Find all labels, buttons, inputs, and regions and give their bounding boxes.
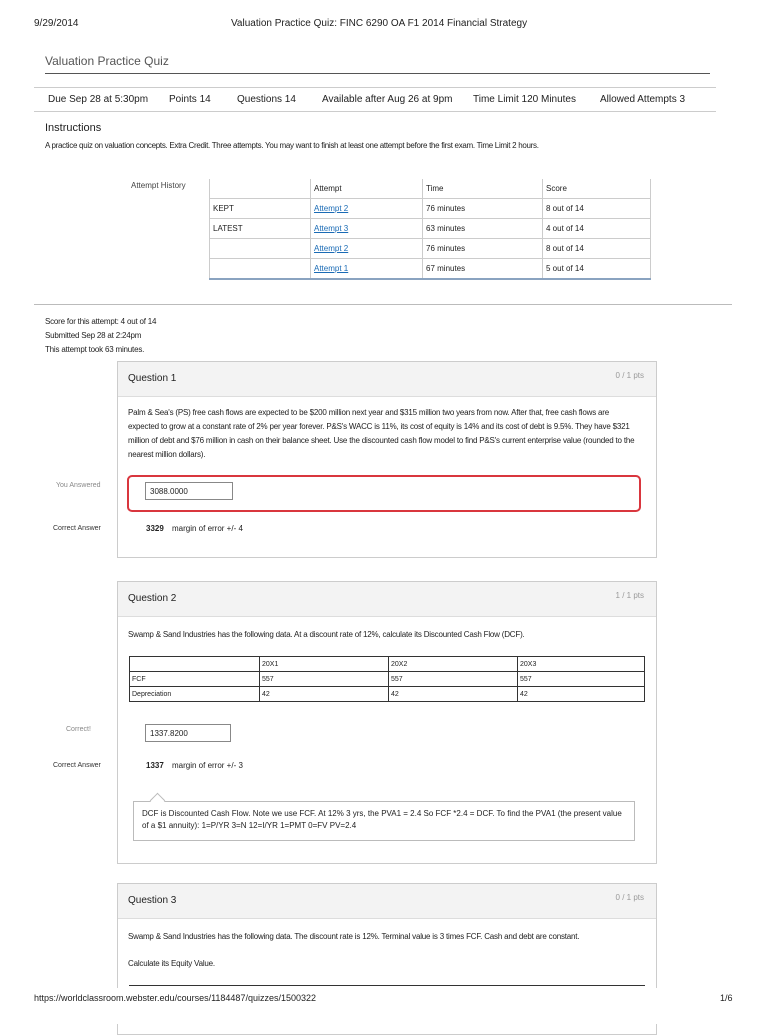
meta-points: Points 14 bbox=[169, 94, 211, 105]
attempt-duration: This attempt took 63 minutes. bbox=[45, 345, 145, 354]
table-cell: Depreciation bbox=[130, 687, 260, 702]
attempt-score: 4 out of 14 bbox=[543, 219, 651, 239]
correct-answer-label: Correct Answer bbox=[53, 762, 101, 769]
table-row bbox=[130, 687, 645, 702]
question-3-table-top bbox=[129, 985, 645, 986]
attempt-link[interactable]: Attempt 3 bbox=[314, 224, 349, 233]
table-row bbox=[210, 239, 651, 259]
correct-answer-label: Correct Answer bbox=[53, 525, 101, 532]
question-header bbox=[118, 884, 656, 919]
footer-url: https://worldclassroom.webster.edu/courses/1184487/quizzes/1500322 bbox=[34, 993, 317, 1003]
attempt-time: 76 minutes bbox=[423, 239, 543, 259]
attempt-history-table bbox=[209, 179, 651, 280]
attempt-tag bbox=[210, 259, 311, 280]
question-points: 0 / 1 pts bbox=[615, 371, 644, 380]
print-title: Valuation Practice Quiz: FINC 6290 OA F1 2014 Financial Strategy bbox=[231, 18, 528, 29]
table-cell bbox=[130, 657, 260, 672]
answer-input[interactable]: 1337.8200 bbox=[145, 724, 231, 742]
table-cell: 557 bbox=[389, 672, 518, 687]
table-header: Score bbox=[543, 179, 651, 199]
attempt-tag: KEPT bbox=[210, 199, 311, 219]
attempt-time: 76 minutes bbox=[423, 199, 543, 219]
correct-answer-value: 1337 bbox=[146, 761, 164, 770]
title-divider bbox=[45, 73, 710, 74]
margin-of-error: margin of error +/- 3 bbox=[172, 761, 243, 770]
table-header: 20X3 bbox=[518, 657, 645, 672]
question-3-prompt: Calculate its Equity Value. bbox=[128, 959, 215, 968]
correct-answer-value: 3329 bbox=[146, 524, 164, 533]
table-cell: 42 bbox=[518, 687, 645, 702]
submitted-at: Submitted Sep 28 at 2:24pm bbox=[45, 331, 142, 340]
you-answered-label: You Answered bbox=[56, 482, 101, 489]
table-cell: FCF bbox=[130, 672, 260, 687]
table-cell bbox=[210, 179, 311, 199]
correct-label: Correct! bbox=[66, 726, 91, 733]
attempt-score: 5 out of 14 bbox=[543, 259, 651, 280]
table-header: 20X1 bbox=[260, 657, 389, 672]
attempt-score: 8 out of 14 bbox=[543, 239, 651, 259]
attempt-link[interactable]: Attempt 1 bbox=[314, 264, 349, 273]
quiz-title: Valuation Practice Quiz bbox=[45, 54, 169, 68]
question-points: 1 / 1 pts bbox=[615, 591, 644, 600]
meta-attempts: Allowed Attempts 3 bbox=[600, 94, 686, 105]
margin-of-error: margin of error +/- 4 bbox=[172, 524, 243, 533]
question-title: Question 1 bbox=[128, 373, 177, 384]
table-cell: 42 bbox=[260, 687, 389, 702]
instructions-text: A practice quiz on valuation concepts. Extra Credit. Three attempts. You may want to finish at least one attempt before the first exam. Time Limit 2 hours. bbox=[45, 141, 539, 150]
table-row bbox=[130, 672, 645, 687]
table-header: 20X2 bbox=[389, 657, 518, 672]
question-2-text: Swamp & Sand Industries has the following data. At a discount rate of 12%, calculate its Discounted Cash Flow (DCF). bbox=[128, 630, 525, 639]
question-header bbox=[118, 582, 656, 617]
attempt-tag bbox=[210, 239, 311, 259]
table-cell: 42 bbox=[389, 687, 518, 702]
attempt-tag: LATEST bbox=[210, 219, 311, 239]
print-date: 9/29/2014 bbox=[34, 18, 79, 29]
table-row bbox=[210, 199, 651, 219]
meta-available: Available after Aug 26 at 9pm bbox=[322, 94, 453, 105]
meta-due: Due Sep 28 at 5:30pm bbox=[48, 94, 149, 105]
attempt-history-label: Attempt History bbox=[131, 181, 186, 190]
instructions-heading: Instructions bbox=[45, 122, 102, 134]
question-title: Question 2 bbox=[128, 593, 177, 604]
score-for-attempt: Score for this attempt: 4 out of 14 bbox=[45, 317, 157, 326]
question-points: 0 / 1 pts bbox=[615, 893, 644, 902]
question-1-text: Palm & Sea's (PS) free cash flows are expected to be $200 million next year and $315 million two years from now. After that, free cash flows are expected to grow at a constant rate of 2% per year forever. P&S's WACC is 11%, its cost of equity is 14% and its cost of debt is 9.5%. They have $321 million of debt and $76 million in cash on their balance sheet. Use the discounted cash flow model to find P&S's current enterprise value (rounded to the nearest million dollars). bbox=[128, 408, 635, 459]
attempt-score: 8 out of 14 bbox=[543, 199, 651, 219]
table-header: Time bbox=[423, 179, 543, 199]
table-cell: 557 bbox=[260, 672, 389, 687]
question-title: Question 3 bbox=[128, 895, 177, 906]
meta-bottom-divider bbox=[34, 111, 716, 112]
answer-comment: DCF is Discounted Cash Flow. Note we use FCF. At 12% 3 yrs, the PVA1 = 2.4 So FCF *2.4 = DCF. To find the PVA1 (the present value of a $1 annuity): 1=P/YR 3=N 12=I/YR 1=PMT 0=FV PV=2.4 bbox=[133, 801, 635, 841]
table-row bbox=[130, 657, 645, 672]
answer-input[interactable]: 3088.0000 bbox=[145, 482, 233, 500]
question-2-data-table bbox=[129, 656, 645, 702]
meta-top-divider bbox=[34, 87, 716, 88]
question-3-text: Swamp & Sand Industries has the following data. The discount rate is 12%. Terminal value is 3 times FCF. Cash and debt are constant. bbox=[128, 932, 580, 941]
attempt-link[interactable]: Attempt 2 bbox=[314, 204, 349, 213]
table-row bbox=[210, 219, 651, 239]
meta-questions: Questions 14 bbox=[237, 94, 296, 105]
summary-divider bbox=[34, 304, 732, 305]
footer-page-number: 1/6 bbox=[720, 993, 733, 1003]
question-header bbox=[118, 362, 656, 397]
table-header: Attempt bbox=[311, 179, 423, 199]
table-cell: 557 bbox=[518, 672, 645, 687]
attempt-time: 67 minutes bbox=[423, 259, 543, 280]
table-row bbox=[210, 179, 651, 199]
attempt-link[interactable]: Attempt 2 bbox=[314, 244, 349, 253]
attempt-time: 63 minutes bbox=[423, 219, 543, 239]
table-row bbox=[210, 259, 651, 280]
meta-time-limit: Time Limit 120 Minutes bbox=[473, 94, 576, 105]
